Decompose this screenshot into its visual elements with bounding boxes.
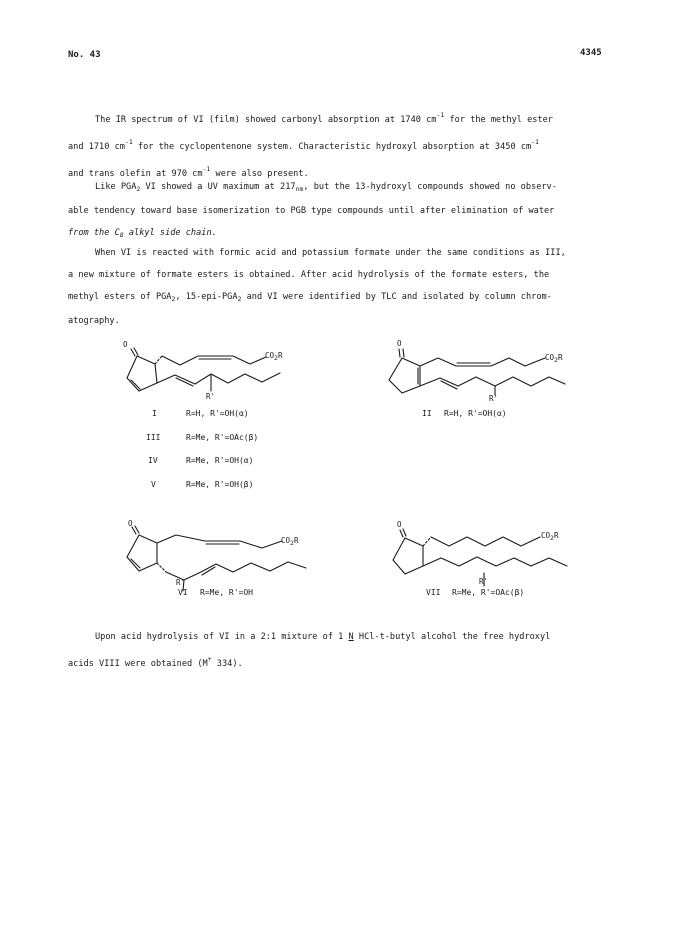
compound-number: VI bbox=[178, 588, 188, 597]
text-line: When VI is reacted with formic acid and potassium formate under the same conditions as III, bbox=[95, 248, 566, 258]
atom-oxygen: O bbox=[128, 519, 133, 528]
text-line: acids VIII were obtained (M+ 334). bbox=[68, 655, 243, 669]
atom-oxygen: O bbox=[397, 520, 402, 529]
compound-substituents: R=Me, R'=OAc(β) bbox=[452, 588, 525, 597]
atom-ester: $CO_2R$ bbox=[541, 531, 559, 542]
atom-oxygen: O bbox=[123, 340, 128, 349]
compound-number: IV bbox=[148, 456, 158, 465]
compound-substituents: R=H, R'=OH(α) bbox=[186, 409, 249, 418]
atom-ester: $CO_2R$ bbox=[545, 353, 563, 364]
compound-number: III bbox=[146, 433, 161, 442]
compound-number: I bbox=[152, 409, 157, 418]
text-line: The IR spectrum of VI (film) showed carbonyl absorption at 1740 $cm^{-1}$ for the methyl ester bbox=[95, 111, 553, 125]
page-number: 4345 bbox=[580, 48, 602, 58]
text-line: Upon acid hydrolysis of VI in a 2:1 mixture of 1 N HCl-t-butyl alcohol the free hydroxyl bbox=[95, 632, 551, 642]
structure-2-skeleton bbox=[389, 349, 565, 395]
atom-r-prime: R' bbox=[206, 392, 216, 401]
atom-r-prime: R' bbox=[176, 578, 186, 587]
atom-ester: $CO_2R$ bbox=[265, 351, 283, 362]
text-line: atography. bbox=[68, 316, 120, 326]
compound-substituents: R=Me, R'=OAc(β) bbox=[186, 433, 259, 442]
text-line: methyl esters of $PGA_2$, $15-epi-PGA_2$ and VI were identified by TLC and isolated by column chrom- bbox=[68, 292, 552, 303]
compound-number: V bbox=[151, 480, 156, 489]
compound-number: VII bbox=[426, 588, 441, 597]
text-line: a new mixture of formate esters is obtained. After acid hydrolysis of the formate esters, the bbox=[68, 270, 550, 280]
text-line: Like $PGA_2$ VI showed a UV maximum at $217_{nm}$, but the 13-hydroxyl compounds showed no observ- bbox=[95, 182, 557, 193]
atom-ester: $CO_2R$ bbox=[281, 536, 299, 547]
atom-r-prime: R' bbox=[479, 577, 489, 586]
atom-r-prime: R' bbox=[489, 394, 499, 403]
paragraph-acid-hydrolysis bbox=[68, 626, 616, 675]
text-line: and 1710 $cm^{-1}$ for the cyclopentenone system. Characteristic hydroxyl absorption at 3450 $cm^{-1}$ bbox=[68, 138, 539, 152]
text-line: able tendency toward base isomerization to PGB type compounds until after elimination of water bbox=[68, 206, 555, 216]
compound-substituents: R=Me, R'=OH(β) bbox=[186, 480, 254, 489]
page-journal-number: No. 43 bbox=[68, 50, 101, 60]
compound-number: II bbox=[422, 409, 432, 418]
structure-1-skeleton bbox=[127, 348, 283, 391]
compound-substituents: R=Me, R'=OH bbox=[200, 588, 253, 597]
text-line: and trans olefin at 970 $cm^{-1}$ were also present. bbox=[68, 165, 309, 179]
text-line: from the $C_8$ alkyl side chain. bbox=[68, 228, 217, 239]
structure-3-skeleton bbox=[127, 526, 306, 591]
compound-substituents: R=H, R'=OH(α) bbox=[444, 409, 507, 418]
compound-substituents: R=Me, R'=OH(α) bbox=[186, 456, 254, 465]
atom-oxygen: O bbox=[397, 339, 402, 348]
